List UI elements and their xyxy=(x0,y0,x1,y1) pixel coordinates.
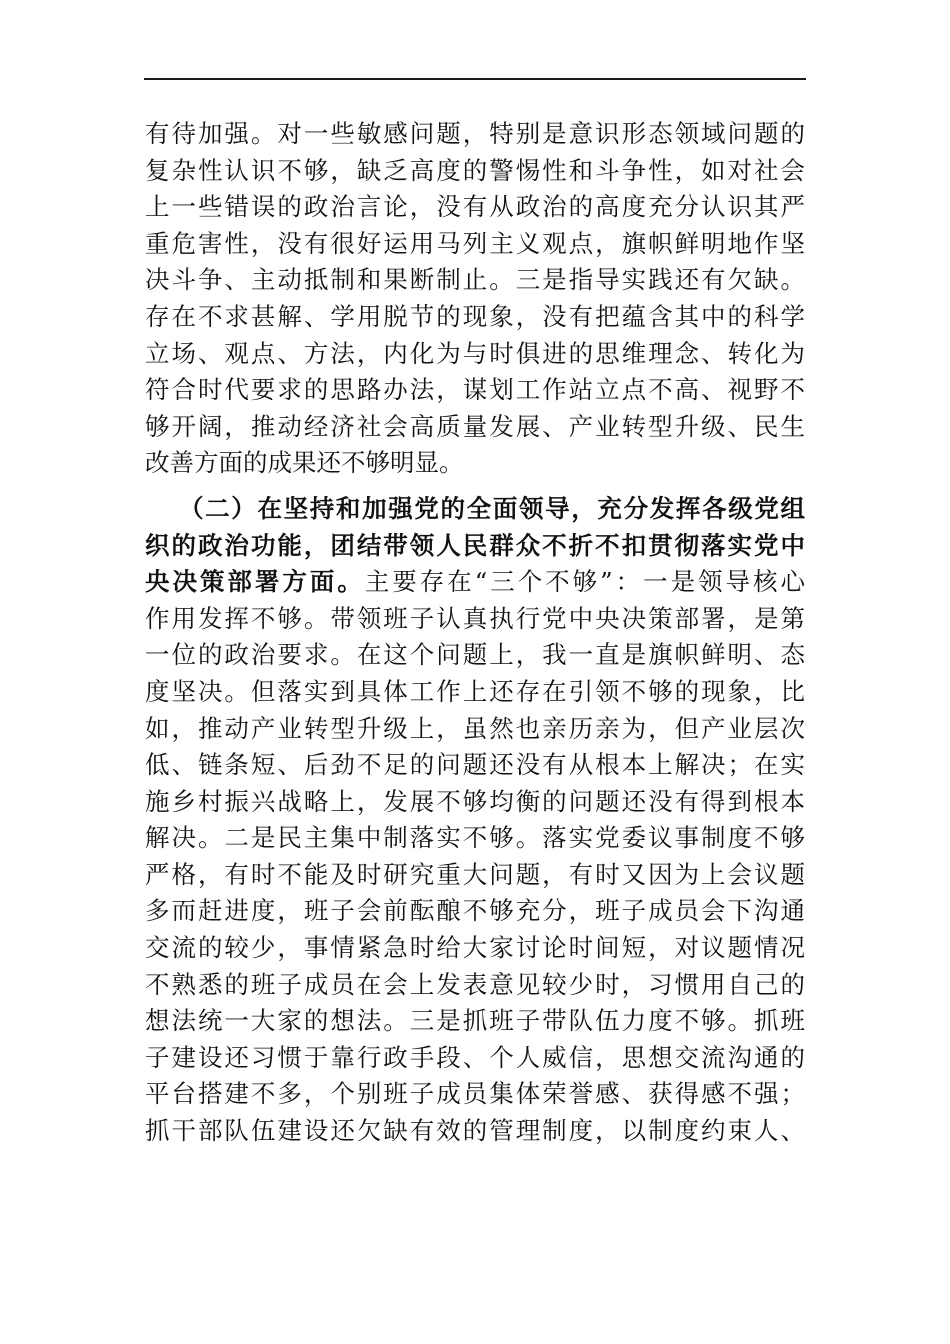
paragraph-line: 上一些错误的政治言论，没有从政治的高度充分认识其严 xyxy=(145,192,805,222)
section-heading-tail: 央决策部署方面。 xyxy=(145,567,365,597)
paragraph-line: 低、链条短、后劲不足的问题还没有从根本上解决；在实 xyxy=(145,750,805,780)
paragraph-line: 立场、观点、方法，内化为与时俱进的思维理念、转化为 xyxy=(145,338,805,368)
paragraph-line: 严格，有时不能及时研究重大问题，有时又因为上会议题 xyxy=(145,859,805,889)
paragraph-line: 解决。二是民主集中制落实不够。落实党委议事制度不够 xyxy=(145,823,805,853)
paragraph-line: 符合时代要求的思路办法，谋划工作站立点不高、视野不 xyxy=(145,375,805,405)
paragraph-line: 作用发挥不够。带领班子认真执行党中央决策部署，是第 xyxy=(145,603,805,633)
paragraph-gap xyxy=(145,482,805,491)
paragraph-line: 多而赶进度，班子会前酝酿不够充分，班子成员会下沟通 xyxy=(145,896,805,926)
paragraph-line: 施乡村振兴战略上，发展不够均衡的问题还没有得到根本 xyxy=(145,786,805,816)
paragraph-line: 交流的较少，事情紧急时给大家讨论时间短，对议题情况 xyxy=(145,933,805,963)
section-intro: 主要存在“三个不够”：一是领导核心 xyxy=(364,567,805,597)
header-rule xyxy=(144,78,806,80)
section-mixed-line xyxy=(145,564,805,601)
paragraph-line: 复杂性认识不够，缺乏高度的警惕性和斗争性，如对社会 xyxy=(145,155,805,185)
paragraph-line: 存在不求甚解、学用脱节的现象，没有把蕴含其中的科学 xyxy=(145,301,805,331)
paragraph-line: 改善方面的成果还不够明显。 xyxy=(145,448,464,478)
paragraph-line: 想法统一大家的想法。三是抓班子带队伍力度不够。抓班 xyxy=(145,1006,805,1036)
paragraph-line: 抓干部队伍建设还欠缺有效的管理制度，以制度约束人、 xyxy=(145,1116,805,1146)
paragraph-line: 重危害性，没有很好运用马列主义观点，旗帜鲜明地作坚 xyxy=(145,228,805,258)
body-text xyxy=(145,116,805,1150)
paragraph-line: 不熟悉的班子成员在会上发表意见较少时，习惯用自己的 xyxy=(145,969,805,999)
paragraph-line: 度坚决。但落实到具体工作上还存在引领不够的现象，比 xyxy=(145,676,805,706)
paragraph-line: 平台搭建不多，个别班子成员集体荣誉感、获得感不强； xyxy=(145,1079,805,1109)
paragraph-line: 有待加强。对一些敏感问题，特别是意识形态领域问题的 xyxy=(145,119,805,148)
section-heading-line: 织的政治功能，团结带领人民群众不折不扣贯彻落实党中 xyxy=(145,530,805,560)
paragraph-line: 够开阔，推动经济社会高质量发展、产业转型升级、民生 xyxy=(145,411,805,441)
paragraph-line: 决斗争、主动抵制和果断制止。三是指导实践还有欠缺。 xyxy=(145,265,805,295)
paragraph-line: 如，推动产业转型升级上，虽然也亲历亲为，但产业层次 xyxy=(145,713,805,743)
section-heading-line: （二）在坚持和加强党的全面领导，充分发挥各级党组 xyxy=(179,493,805,523)
paragraph-line: 一位的政治要求。在这个问题上，我一直是旗帜鲜明、态 xyxy=(145,640,805,670)
paragraph-line: 子建设还习惯于靠行政手段、个人威信，思想交流沟通的 xyxy=(145,1042,805,1072)
